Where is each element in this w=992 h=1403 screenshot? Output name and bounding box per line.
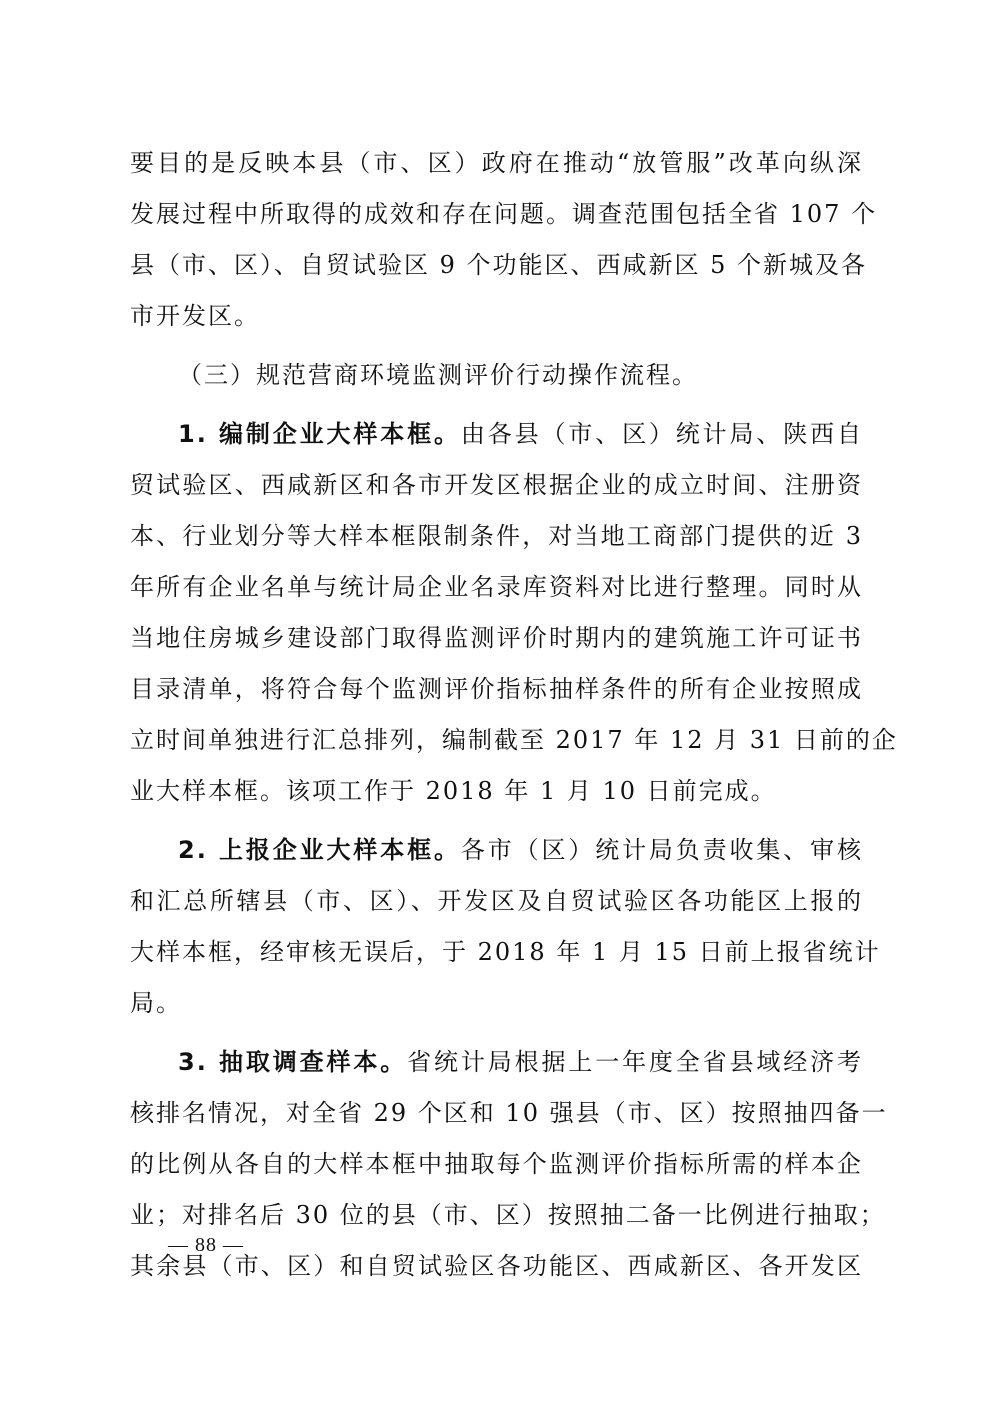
text-line: 本、行业划分等大样本框限制条件，对当地工商部门提供的近 3: [130, 522, 863, 550]
text-line: 目录清单，将符合每个监测评价指标抽样条件的所有企业按照成: [130, 675, 863, 703]
step-text: 省统计局根据上一年度全省县域经济考: [407, 1048, 864, 1076]
text-line: 县（市、区）、自贸试验区 9 个功能区、西咸新区 5 个新城及各: [130, 251, 868, 279]
step-heading: 3. 抽取调查样本。: [178, 1048, 408, 1076]
text-line: 市开发区。: [130, 302, 260, 330]
section-heading-process: [130, 350, 863, 401]
text-line: 核排名情况，对全省 29 个区和 10 强县（市、区）按照抽四备一: [130, 1099, 888, 1127]
document-body: [130, 138, 898, 1292]
text-line: [130, 1037, 863, 1088]
text-line: 和汇总所辖县（市、区）、开发区及自贸试验区各功能区上报的: [130, 887, 863, 915]
text-line: [130, 825, 863, 876]
text-line: 贸试验区、西咸新区和各市开发区根据企业的成立时间、注册资: [130, 471, 863, 499]
text-line: [130, 409, 863, 460]
paragraph-survey-purpose: [130, 138, 878, 342]
text-line: 业；对排名后 30 位的县（市、区）按照抽二备一比例进行抽取；: [130, 1201, 886, 1229]
text-line: 业大样本框。该项工作于 2018 年 1 月 10 日前完成。: [130, 777, 777, 805]
text-line: 当地住房城乡建设部门取得监测评价时期内的建筑施工许可证书: [130, 624, 863, 652]
paragraph-step-2: [130, 825, 881, 1029]
text-line: 局。: [130, 989, 182, 1017]
step-text: 各市（区）统计局负责收集、审核: [460, 836, 864, 864]
step-heading: 2. 上报企业大样本框。: [178, 836, 461, 864]
page-number: — 88 —: [168, 1234, 244, 1256]
step-text: 由各县（市、区）统计局、陕西自: [460, 420, 864, 448]
text-line: 发展过程中所取得的成效和存在问题。调查范围包括全省 107 个: [130, 200, 878, 228]
text-line: 要目的是反映本县（市、区）政府在推动“放管服”改革向纵深: [130, 149, 863, 177]
text-line: （三）规范营商环境监测评价行动操作流程。: [178, 361, 698, 389]
text-line: 的比例从各自的大样本框中抽取每个监测评价指标所需的样本企: [130, 1150, 863, 1178]
text-line: 大样本框，经审核无误后，于 2018 年 1 月 15 日前上报省统计: [130, 938, 881, 966]
text-line: 立时间单独进行汇总排列，编制截至 2017 年 12 月 31 日前的企: [130, 726, 898, 754]
text-line: 年所有企业名单与统计局企业名录库资料对比进行整理。同时从: [130, 573, 863, 601]
text-line: 其余县（市、区）和自贸试验区各功能区、西咸新区、各开发区: [130, 1252, 863, 1280]
paragraph-step-1: [130, 409, 898, 817]
step-heading: 1. 编制企业大样本框。: [178, 420, 461, 448]
